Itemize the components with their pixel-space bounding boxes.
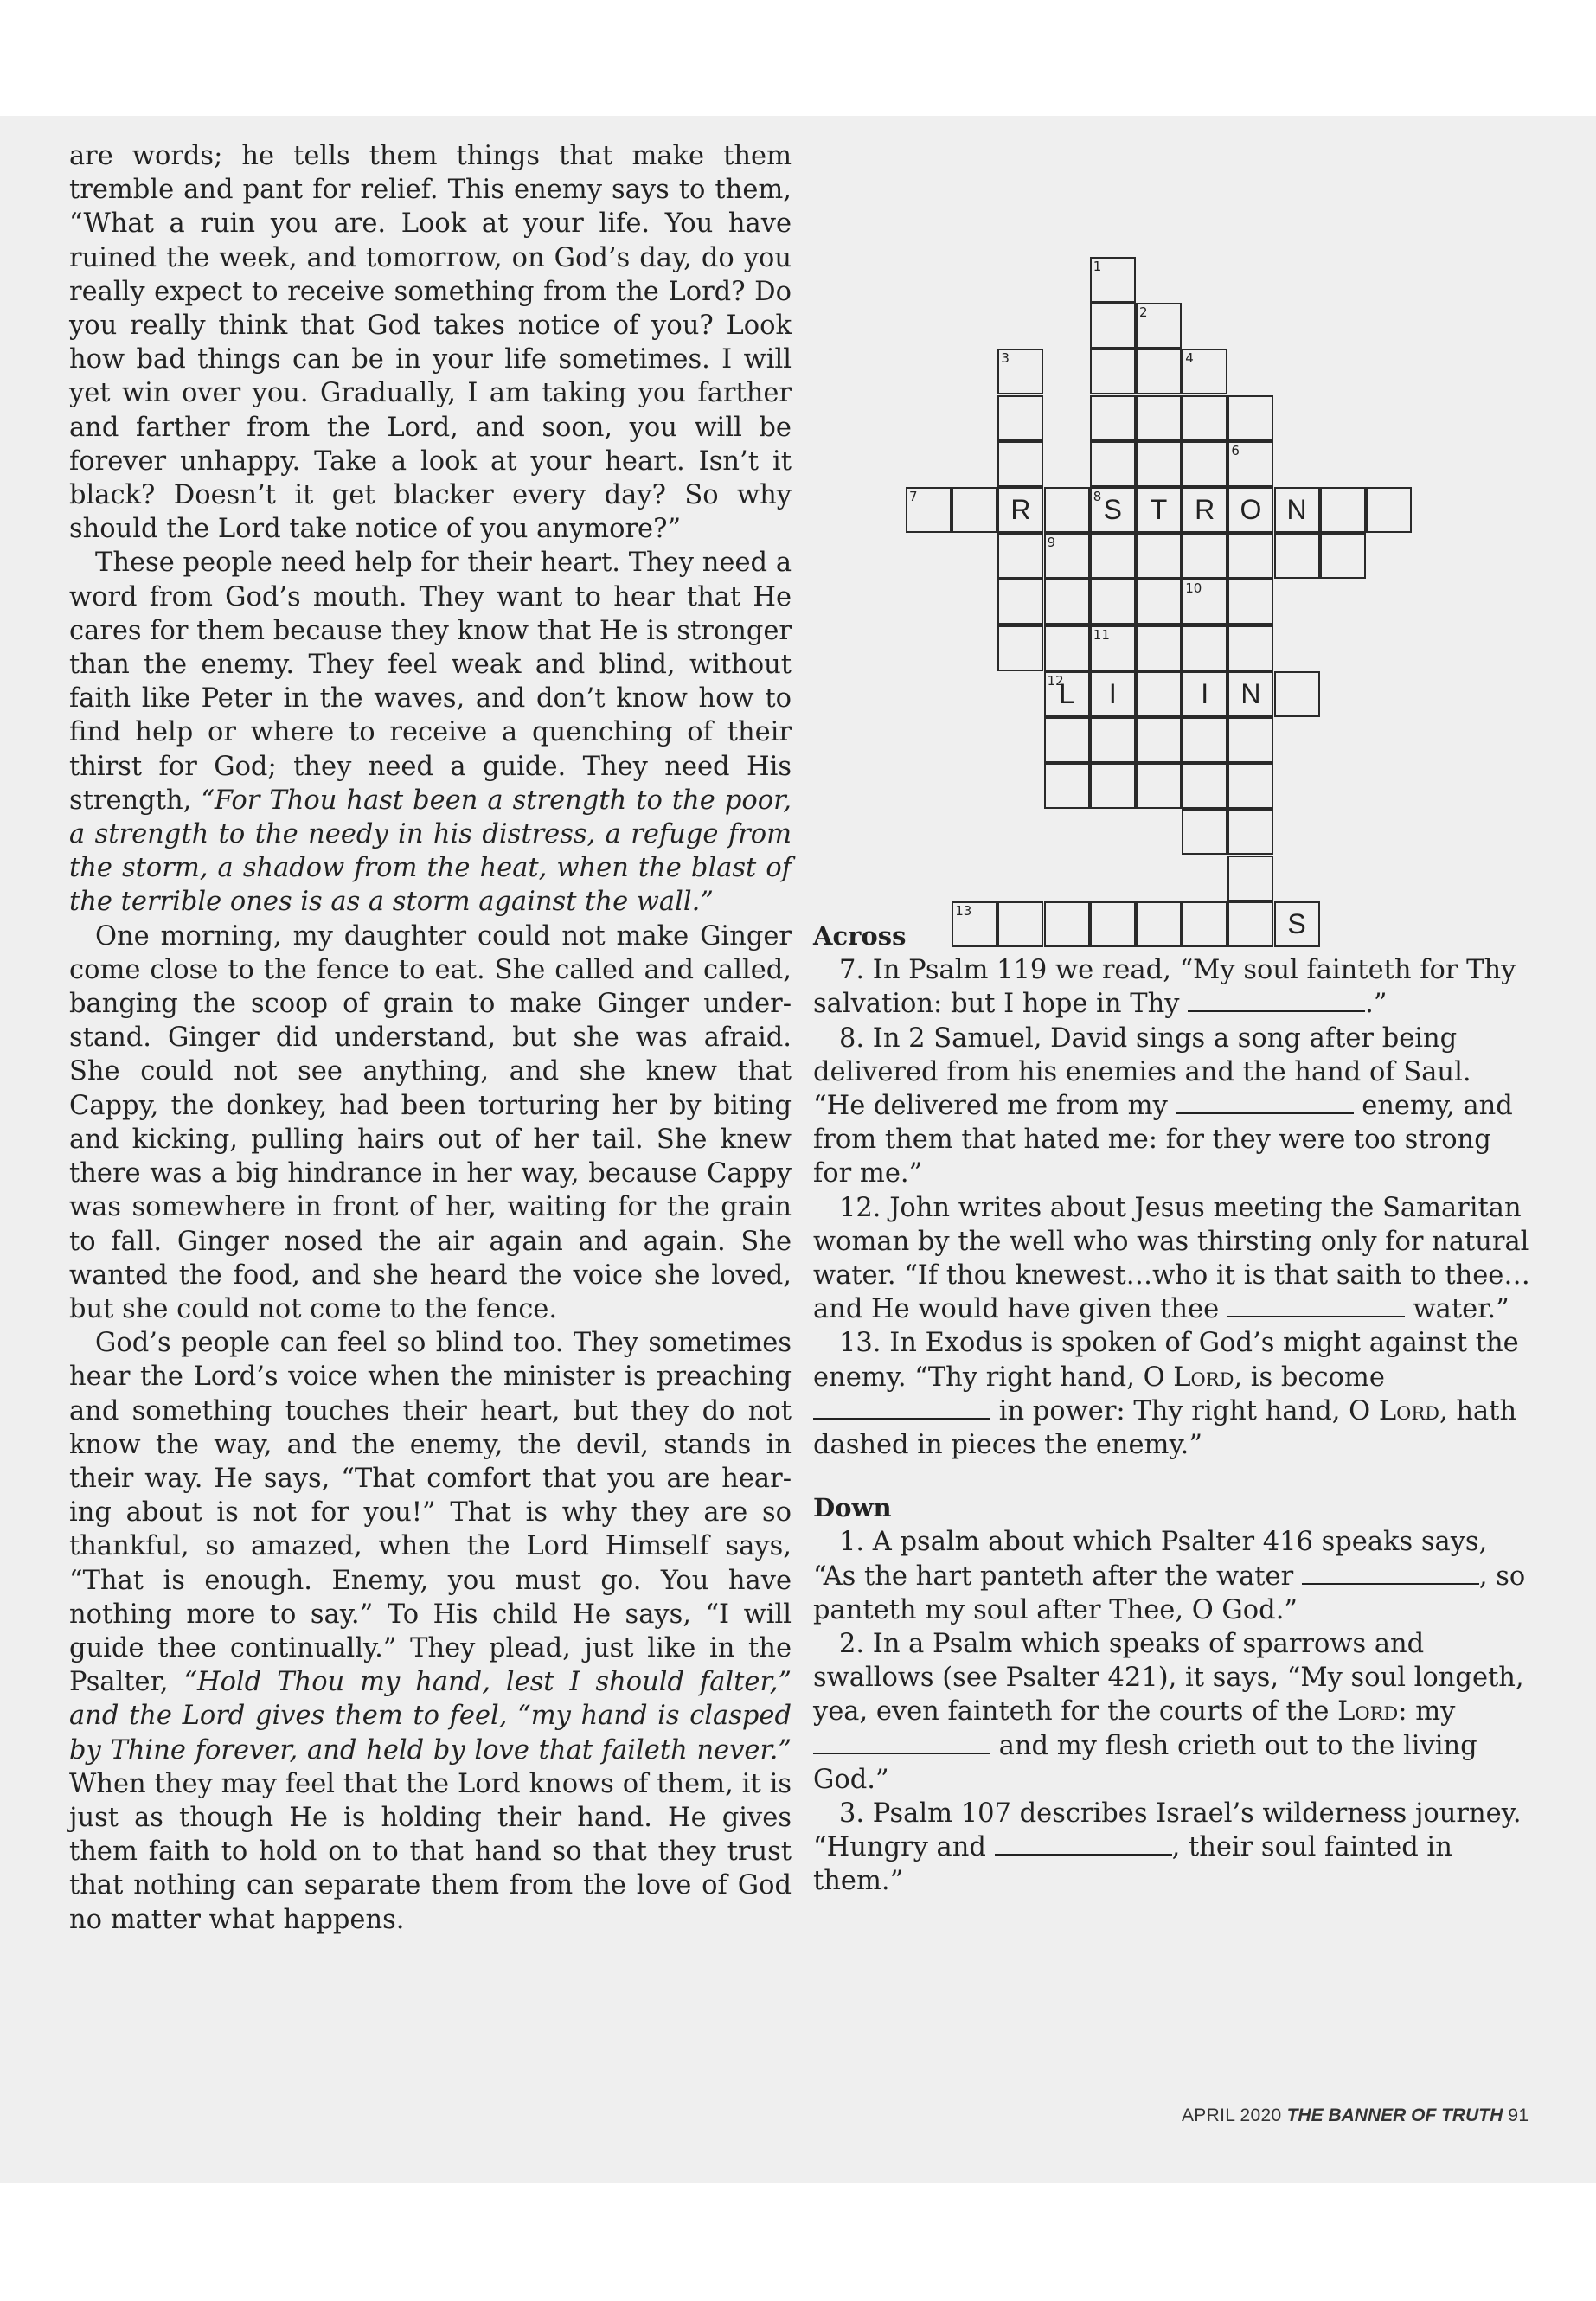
clue-number: 12 — [1047, 672, 1064, 689]
article-column — [69, 139, 792, 1937]
clue-down-2 — [813, 1627, 1531, 1797]
clue-number: 4 — [1185, 350, 1194, 367]
paragraph-text: These people need help for their heart. They need a word from God’s mouth. They want to hear that He cares for them because they know that He is stronger than the enemy. They feel weak and blind, without faith like Peter in the waves, and don’t know how to find help or where to receive a quenching of their thirst for God; they need a guide. They need His strength, — [69, 548, 792, 816]
clue-number: 8 — [1093, 489, 1102, 504]
clue-number: 1 — [1093, 259, 1102, 274]
clue-across-12 — [813, 1191, 1531, 1327]
clue-text: : my — [1398, 1696, 1456, 1727]
lord-small-caps: Lord — [1337, 1696, 1399, 1727]
article-paragraph: One morning, my daughter could not make Ginger come close to the fence to eat. She called and called, banging the scoop of grain to make Ginger under-stand. Ginger did understand, but she was afraid. She could not see anything, and she knew that Cappy, the donkey, had been torturing her by biting and kicking, pulling hairs out of her tail. She knew there was a big hindrance in her way, because Cappy was somewhere in front of her, waiting for the grain to fall. Ginger nosed the air again and again. She wanted the food, and she heard the voice she loved, but she could not come to the fence. — [69, 920, 792, 1324]
clue-text: in power: Thy right hand, O — [990, 1395, 1379, 1426]
filled-letter: S — [1287, 907, 1306, 939]
clue-number: 2 — [1139, 304, 1148, 321]
clue-across-8 — [813, 1022, 1531, 1191]
clue-across-7 — [813, 953, 1531, 1021]
answer-blank — [1188, 988, 1365, 1012]
clue-text: , their soul fainted in them.” — [813, 1832, 1452, 1897]
clue-text: 13. In Exodus is spoken of God’s might against the enemy. “Thy right hand, O — [813, 1328, 1519, 1393]
filled-letter: O — [1240, 494, 1262, 525]
answer-blank — [995, 1831, 1172, 1856]
filled-letter: R — [1010, 494, 1031, 525]
filled-letter: L — [1059, 677, 1074, 709]
article-paragraph — [69, 546, 792, 919]
down-heading: Down — [813, 1493, 892, 1523]
filled-letter: I — [1201, 677, 1209, 709]
clue-text: 8. In 2 Samuel, David sings a song after being delivered from his enemies and the hand of Saul. “He delivered me from my — [813, 1022, 1471, 1122]
scripture-quote: “For Thou hast been a strength to the poor, a strength to the needy in his distress, a refuge from the storm, a shadow from the heat, when the blast of the terrible ones is as a storm against the wall.” — [69, 785, 792, 918]
lord-small-caps: Lord — [1173, 1362, 1234, 1393]
page-footer — [1182, 2106, 1529, 2126]
article-paragraph — [69, 1326, 792, 1937]
clue-number: 7 — [909, 489, 918, 504]
clue-text: 7. In Psalm 119 we read, “My soul fainteth for Thy salvation: but I hope in Thy — [813, 955, 1516, 1020]
clues-column — [813, 920, 1531, 1899]
clue-text: 2. In a Psalm which speaks of sparrows and swallows (see Psalter 421), it says, “My soul longeth, yea, even fainteth for the courts of the — [813, 1629, 1524, 1727]
answer-blank — [813, 1730, 990, 1754]
answer-blank — [1302, 1561, 1479, 1585]
clue-text: water.” — [1404, 1294, 1509, 1325]
article-paragraph: are words; he tells them things that make them tremble and pant for relief. This enemy says to them, “What a ruin you are. Look at your life. You have ruined the week, and tomorrow, on God’s day, do you really expect to receive something from the Lord? Do you really think that God takes notice of you? Look how bad things can be in your life sometimes. I will yet win over you. Gradually, I am taking you farther and farther from the Lord, and soon, you will be forever unhappy. Take a look at your heart. Isn’t it black? Doesn’t it get blacker every day? So why should the Lord take notice of you anymore?” — [69, 141, 792, 545]
clue-text: , so panteth my soul after Thee, O God.” — [813, 1561, 1526, 1625]
answer-blank — [1176, 1090, 1354, 1114]
filled-letter: N — [1286, 494, 1307, 525]
filled-letter: R — [1195, 494, 1215, 525]
clue-text: , hath dashed in pieces the enemy.” — [813, 1395, 1517, 1461]
paragraph-text: God’s people can feel so blind too. They sometimes hear the Lord’s voice when the minister is preaching and something touches their heart, but they do not know the way, and the enemy, the devil, stands in their way. He says, “That comfort that you are hear-ing about is not for you!” That is why they are so thankful, so amazed, when the Lord Himself says, “That is enough. Enemy, you must go. You have nothing more to say.” To His child He says, “I will guide thee continually.” They plead, just like in the Psalter, — [69, 1328, 792, 1698]
paragraph-text: When they may feel that the Lord knows of them, it is just as though He is holding their hand. He gives them faith to hold on to that hand so that they trust that nothing can separate them from the love of God no matter what happens. — [69, 1768, 792, 1935]
magazine-title: THE BANNER OF TRUTH — [1286, 2106, 1503, 2125]
clue-text: .” — [1365, 989, 1388, 1020]
clue-number: 11 — [1093, 626, 1110, 643]
clue-number: 9 — [1047, 535, 1056, 551]
clue-text: 12. John writes about Jesus meeting the Samaritan woman by the well who was thirsting only for natural water. “If thou knewest…who it is that saith to thee…and He would have given thee — [813, 1192, 1530, 1325]
filled-letter: S — [1103, 494, 1122, 525]
clue-text: 1. A psalm about which Psalter 416 speaks says, “As the hart panteth after the water — [813, 1527, 1488, 1592]
clue-number: 3 — [1001, 350, 1010, 367]
clue-down-3 — [813, 1797, 1531, 1899]
filled-letter: T — [1150, 494, 1168, 525]
clue-text: and my flesh crieth out to the living God.” — [813, 1730, 1477, 1795]
clue-across-13 — [813, 1326, 1531, 1462]
lord-small-caps: Lord — [1378, 1395, 1439, 1426]
clue-text: enemy, and from them that hated me: for they were too strong for me.” — [813, 1091, 1513, 1189]
answer-blank — [1227, 1293, 1405, 1317]
filled-letter: I — [1108, 677, 1117, 709]
clue-text: 3. Psalm 107 describes Israel’s wilderness journey. “Hungry and — [813, 1798, 1522, 1863]
across-heading: Across — [813, 921, 907, 951]
clue-number: 6 — [1231, 442, 1240, 458]
answer-blank — [813, 1395, 990, 1420]
clue-number: 13 — [955, 902, 972, 919]
filled-letter: N — [1240, 677, 1261, 709]
psalter-quote: “Hold Thou my hand, lest I should falter,” and the Lord gives them to feel, “my hand is clasped by Thine forever, and held by love that faileth never.” — [69, 1667, 792, 1766]
clue-number: 10 — [1185, 580, 1202, 597]
page-number: 91 — [1508, 2106, 1529, 2125]
clue-down-1 — [813, 1525, 1531, 1627]
clue-text: , is become — [1234, 1362, 1385, 1393]
issue-date: APRIL 2020 — [1182, 2106, 1282, 2125]
